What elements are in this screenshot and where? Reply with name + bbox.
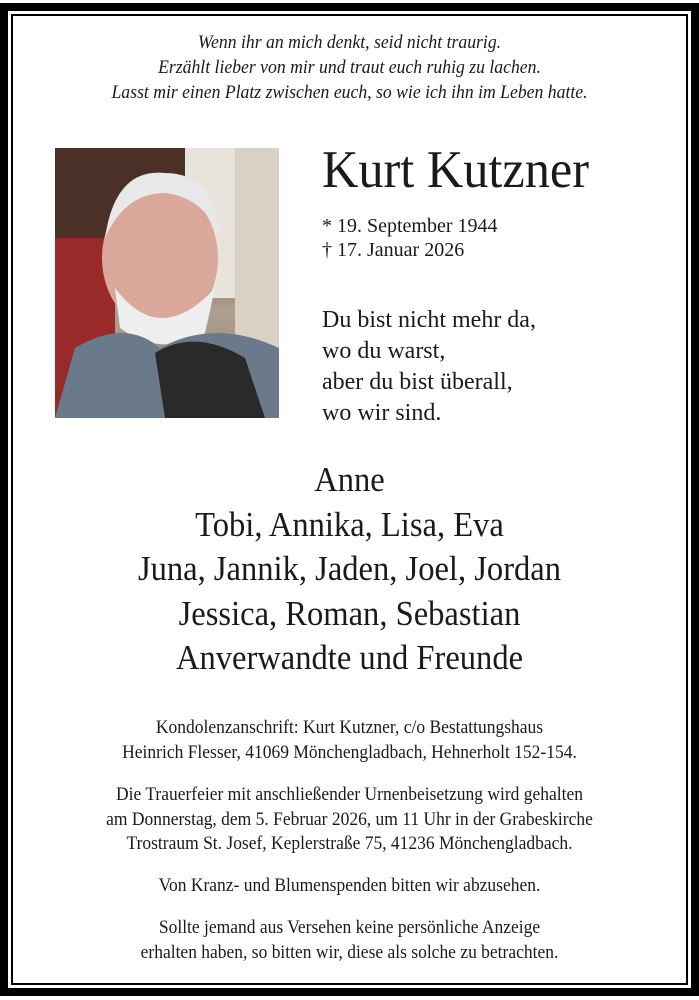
portrait-photo <box>55 148 279 418</box>
birth-date: * 19. September 1944 <box>322 215 498 237</box>
death-date: † 17. Januar 2026 <box>322 239 465 261</box>
info-line: Sollte jemand aus Versehen keine persönliche Anzeige <box>158 917 541 938</box>
life-dates <box>322 214 498 262</box>
motto-line: Lasst mir einen Platz zwischen euch, so wie ich ihn im Leben hatte. <box>111 82 588 103</box>
mourner-line: Tobi, Annika, Lisa, Eva <box>195 504 504 544</box>
deceased-name: Kurt Kutzner <box>322 141 590 199</box>
info-line: am Donnerstag, dem 5. Februar 2026, um 11 Uhr in der Grabeskirche <box>106 808 593 830</box>
portrait-image <box>55 148 279 418</box>
poem-line: wo wir sind. <box>322 400 442 426</box>
mourners-list <box>0 458 699 681</box>
flowers-note <box>0 874 699 899</box>
poem-line: wo du warst, <box>322 338 446 364</box>
mourner-line: Anverwandte und Freunde <box>175 638 524 677</box>
motto-line: Wenn ihr an mich denkt, seid nicht traurig. <box>197 32 502 53</box>
info-line: erhalten haben, so bitten wir, diese als solche zu betrachten. <box>140 941 559 963</box>
mourner-line: Jessica, Roman, Sebastian <box>178 593 521 633</box>
info-line: Von Kranz- und Blumenspenden bitten wir abzusehen. <box>158 875 541 896</box>
poem <box>322 305 536 429</box>
info-line: Die Trauerfeier mit anschließender Urnenbeisetzung wird gehalten <box>116 784 583 805</box>
mourner-line: Juna, Jannik, Jaden, Joel, Jordan <box>137 549 562 588</box>
condolence-address <box>0 716 699 765</box>
info-line: Kondolenzanschrift: Kurt Kutzner, c/o Bestattungshaus <box>155 717 544 738</box>
poem-line: aber du bist überall, <box>322 369 513 395</box>
ceremony-details <box>0 783 699 857</box>
poem-line: Du bist nicht mehr da, <box>322 307 536 333</box>
info-line: Heinrich Flesser, 41069 Mönchengladbach, Hehnerholt 152-154. <box>122 741 577 763</box>
motto-line: Erzählt lieber von mir und traut euch ruhig zu lachen. <box>158 57 541 78</box>
info-line: Trostraum St. Josef, Keplerstraße 75, 41236 Mönchengladbach. <box>126 833 573 854</box>
notice-note <box>0 916 699 965</box>
mourner-line: Anne <box>314 460 385 499</box>
motto <box>0 30 699 105</box>
